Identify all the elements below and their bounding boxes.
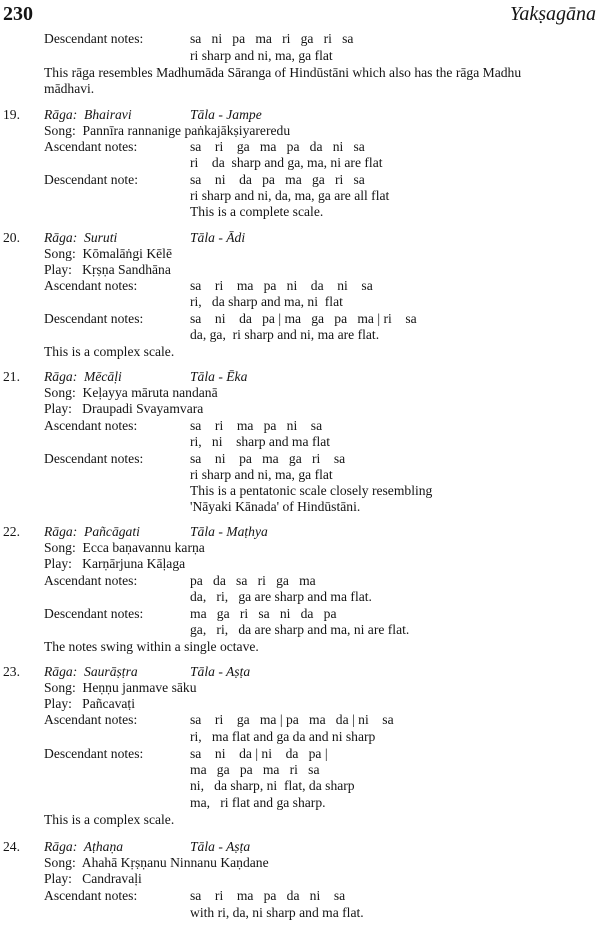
song-line: Song: Ecca baṇavannu karṇa [44,540,205,555]
raga-name: Rāga: Mēcāḷi [44,369,122,384]
paragraph-line: mādhavi. [44,81,95,96]
descendant-notes: ma ga ri sa ni da pa [190,606,337,621]
note-remark: ri da sharp and ga, ma, ni are flat [190,155,383,170]
tala-name: Tāla - Jampe [190,107,262,122]
play-line: Play: Kṛṣṇa Sandhāna [44,262,171,277]
scale-comment: 'Nāyaki Kānada' of Hindūstāni. [190,499,361,514]
ascendant-label: Ascendant notes: [44,278,138,293]
song-line: Song: Pannīra rannanige paṅkajākṣiyareredu [44,123,291,138]
ascendant-notes: pa da sa ri ga ma [190,573,316,588]
note-remark: ri, da sharp and ma, ni flat [190,294,343,309]
ascendant-label: Ascendant notes: [44,573,138,588]
song-line: Song: Ahahā Kṛṣṇanu Ninnanu Kaṇdane [44,855,269,870]
descendant-notes: sa ni da pa | ma ga pa ma | ri sa [190,311,417,326]
ascendant-notes: sa ri ma pa ni sa [190,418,323,433]
play-line: Play: Draupadi Svayamvara [44,401,204,416]
page-number: 230 [3,3,33,25]
play-line: Play: Pañcavaṭi [44,696,135,711]
descendant-notes: ma ga pa ma ri sa [190,762,320,777]
note-remark: ri sharp and ni, ma, ga flat [190,48,333,63]
song-line: Song: Keḷayya māruta nandanā [44,385,218,400]
note-remark: ri sharp and ni, da, ma, ga are all flat [190,188,390,203]
note-remark: with ri, da, ni sharp and ma flat. [190,905,364,920]
descendant-notes: sa ni da pa ma ga ri sa [190,172,365,187]
note-remark: da, ga, ri sharp and ni, ma are flat. [190,327,380,342]
descendant-notes: sa ni pa ma ga ri sa [190,451,346,466]
tala-name: Tāla - Aṣṭa [190,839,251,854]
raga-name: Rāga: Bhairavi [44,107,132,122]
entry-number: 23. [3,664,20,679]
raga-name: Rāga: Saurāṣṭra [44,664,138,679]
entry-number: 20. [3,230,20,245]
note-remark: ga, ri, da are sharp and ma, ni are flat. [190,622,410,637]
descendant-notes: sa ni pa ma ri ga ri sa [190,31,354,46]
tala-name: Tāla - Ādi [190,230,246,245]
song-line: Song: Kōmalāṅgi Kēlē [44,246,172,261]
descendant-label: Descendant note: [44,172,138,187]
ascendant-label: Ascendant notes: [44,712,138,727]
note-remark: da, ri, ga are sharp and ma flat. [190,589,372,604]
raga-name: Rāga: Pañcāgati [44,524,140,539]
ascendant-label: Ascendant notes: [44,888,138,903]
entry-number: 19. [3,107,20,122]
note-remark: ri sharp and ni, ma, ga flat [190,467,333,482]
note-remark: ri, ni sharp and ma flat [190,434,331,449]
ascendant-notes: sa ri ga ma | pa ma da | ni sa [190,712,394,727]
note-remark: ni, da sharp, ni flat, da sharp [190,778,355,793]
entry-number: 21. [3,369,20,384]
running-title: Yakṣagāna [510,3,596,25]
ascendant-label: Ascendant notes: [44,418,138,433]
descendant-label: Descendant notes: [44,311,144,326]
paragraph-line: This rāga resembles Madhumāda Sāranga of Hindūstāni which also has the rāga Madhu [44,65,522,80]
tala-name: Tāla - Aṣṭa [190,664,251,679]
play-line: Play: Candravaḷi [44,871,142,886]
descendant-notes: sa ni da | ni da pa | [190,746,328,761]
raga-name: Rāga: Suruti [44,230,118,245]
scale-comment: This is a complete scale. [190,204,324,219]
entry-number: 22. [3,524,20,539]
tala-name: Tāla - Ēka [190,369,248,384]
scale-comment: This is a complex scale. [44,344,175,359]
note-remark: ri, ma flat and ga da and ni sharp [190,729,376,744]
raga-name: Rāga: Aṭhaṇa [44,839,124,854]
descendant-label: Descendant notes: [44,31,144,46]
descendant-label: Descendant notes: [44,746,144,761]
note-remark: ma, ri flat and ga sharp. [190,795,326,810]
ascendant-notes: sa ri ga ma pa da ni sa [190,139,365,154]
tala-name: Tāla - Maṭhya [190,524,268,539]
ascendant-label: Ascendant notes: [44,139,138,154]
scale-comment: This is a pentatonic scale closely resembling [190,483,433,498]
ascendant-notes: sa ri ma pa da ni sa [190,888,346,903]
play-line: Play: Karṇārjuna Kāḷaga [44,556,186,571]
scale-comment: This is a complex scale. [44,812,175,827]
descendant-label: Descendant notes: [44,606,144,621]
song-line: Song: Heṇṇu janmave sāku [44,680,197,695]
ascendant-notes: sa ri ma pa ni da ni sa [190,278,373,293]
entry-number: 24. [3,839,20,854]
scale-comment: The notes swing within a single octave. [44,639,259,654]
descendant-label: Descendant notes: [44,451,144,466]
